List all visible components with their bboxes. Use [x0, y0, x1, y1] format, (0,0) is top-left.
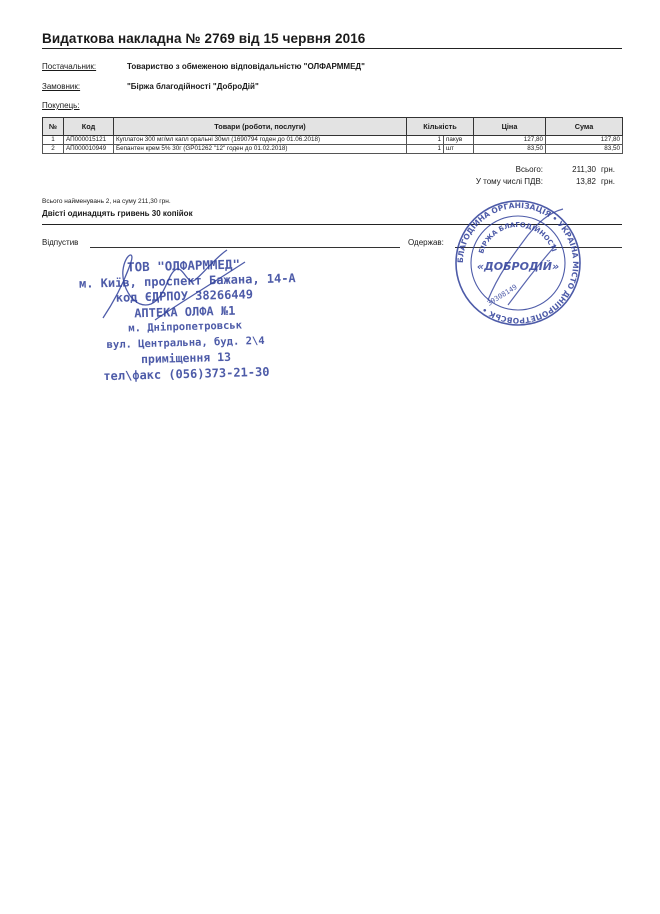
received-by-label: Одержав: — [408, 238, 444, 247]
row-price: 83,50 — [474, 145, 546, 154]
row-qty: 1 — [407, 136, 444, 145]
col-header-qty: Кількість — [407, 118, 474, 136]
row-code: АП000010949 — [64, 145, 114, 154]
stamp-line: тел\факс (056)373-21-30 — [103, 364, 270, 383]
row-sum: 83,50 — [546, 145, 623, 154]
row-num: 1 — [43, 136, 64, 145]
supplier-value: Товариство з обмеженою відповідальністю "ОЛФАРММЕД" — [127, 62, 365, 71]
customer-value: "Біржа благодійності "ДоброДій" — [127, 82, 259, 91]
total-value: 211,30 — [572, 165, 596, 174]
row-code: АП000015121 — [64, 136, 114, 145]
stamp-line: м. Київ, проспект Бажана, 14-А — [78, 270, 296, 291]
buyer-label: Покупець: — [42, 101, 80, 110]
stamp-code-text: 39308149 — [485, 283, 519, 308]
stamp-line: приміщення 13 — [140, 349, 232, 367]
vat-value: 13,82 — [575, 177, 596, 186]
total-currency: грн. — [601, 165, 616, 174]
receiver-signature-scribble — [468, 205, 578, 315]
row-unit: шт — [444, 145, 474, 154]
col-header-sum: Сума — [546, 118, 623, 136]
supplier-label: Постачальник: — [42, 62, 97, 71]
col-header-price: Ціна — [474, 118, 546, 136]
col-header-code: Код — [64, 118, 114, 136]
signature-scribble — [95, 240, 255, 335]
stamp-line: м. Дніпропетровськ — [128, 319, 243, 335]
col-header-num: № — [43, 118, 64, 136]
table-header-row — [43, 118, 623, 136]
row-qty: 1 — [407, 145, 444, 154]
row-price: 127,80 — [474, 136, 546, 145]
row-num: 2 — [43, 145, 64, 154]
stamp-line: код ЄДРПОУ 38266449 — [115, 287, 254, 305]
row-name: Бепантен крем 5% 30г (GP01262 "12" годен до 01.02.2018) — [114, 145, 407, 154]
items-table — [42, 117, 623, 154]
vat-label: У тому числі ПДВ: — [475, 177, 543, 186]
title-rule — [42, 48, 622, 49]
table-row — [43, 145, 623, 154]
total-label: Всього: — [515, 165, 543, 174]
document-title: Видаткова накладна № 2769 від 15 червня 2016 — [42, 31, 366, 46]
stamp-line: ТОВ "ОЛФАРММЕД" — [126, 256, 241, 275]
stamp-line: АПТЕКА ОЛФА №1 — [134, 303, 236, 320]
stamp-inner-text: БІРЖА БЛАГОДІЙНОСТІ — [477, 220, 559, 255]
vat-currency: грн. — [601, 177, 616, 186]
stamp-outer-text: БЛАГОДІЙНА ОРГАНІЗАЦІЯ • УКРАЇНА МІСТО ДНІПРОПЕТРОВСЬК • — [455, 200, 581, 326]
released-by-label: Відпустив — [42, 238, 79, 247]
stamp-center-text: «ДОБРОДІЙ» — [476, 260, 560, 273]
stamp-line: вул. Центральна, буд. 2\4 — [106, 334, 265, 351]
amount-in-words: Двісті одинадцять гривень 30 копійок — [42, 209, 193, 218]
row-unit: пакув — [444, 136, 474, 145]
customer-label: Замовник: — [42, 82, 81, 91]
row-name: Куплатон 300 мг/мл капл оральні 30мл (1690794 годен до 01.06.2018) — [114, 136, 407, 145]
row-sum: 127,80 — [546, 136, 623, 145]
items-count-summary: Всього найменувань 2, на суму 211,30 грн. — [42, 198, 171, 205]
col-header-goods: Товари (роботи, послуги) — [114, 118, 407, 136]
table-row — [43, 136, 623, 145]
